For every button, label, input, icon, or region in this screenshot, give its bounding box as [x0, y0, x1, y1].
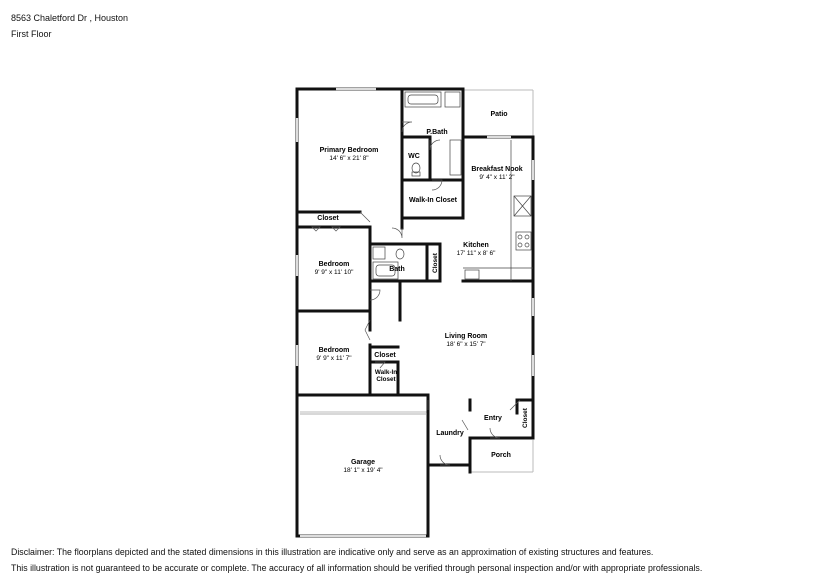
door-swing-icon [462, 420, 468, 430]
room-living-room-dims: 18' 6" x 15' 7" [446, 341, 486, 348]
room-walk-in-closet-1: Walk-In Closet [409, 197, 457, 204]
room-closet-mid: Closet [374, 352, 396, 359]
floor-label: First Floor [11, 29, 52, 39]
room-living-room: Living Room [444, 333, 488, 340]
room-bedroom-2: Bedroom [318, 347, 350, 354]
property-address: 8563 Chaletford Dr , Houston [11, 13, 129, 23]
room-patio: Patio [490, 111, 508, 118]
room-closet-top: Closet [317, 215, 339, 222]
room-closet-entry: Closet [522, 408, 529, 428]
room-closet-bath: Closet [432, 253, 439, 273]
room-porch: Porch [491, 452, 511, 459]
disclaimer-line-2: This illustration is not guaranteed to be accurate or complete. The accuracy of all information should be verified through personal inspection and/or with appropriate professionals. [11, 563, 703, 573]
toilet-icon [396, 249, 404, 259]
room-garage: Garage [350, 459, 376, 466]
room-breakfast-nook-dims: 9' 4" x 11' 2" [479, 174, 515, 181]
door-swing-icon [360, 212, 370, 222]
bathtub-icon [405, 92, 441, 107]
room-wc: WC [408, 153, 420, 160]
room-bedroom-1-dims: 9' 9" x 11' 10" [314, 269, 354, 276]
room-bedroom-2-dims: 9' 9" x 11' 7" [316, 355, 352, 362]
room-laundry: Laundry [436, 430, 464, 437]
room-kitchen-dims: 17' 11" x 8' 6" [456, 250, 496, 257]
room-pbath: P.Bath [426, 129, 448, 136]
toilet-icon [412, 163, 420, 173]
room-garage-dims: 18' 1" x 19' 4" [343, 467, 383, 474]
fixtures [300, 92, 533, 414]
room-bedroom-1: Bedroom [318, 261, 350, 268]
disclaimer-line-1: Disclaimer: The floorplans depicted and the stated dimensions in this illustration are indicative only and serve as an approximation of existing structures and features. [11, 547, 654, 557]
kitchen-sink-icon [465, 270, 479, 279]
room-labels [315, 111, 529, 474]
room-entry: Entry [484, 415, 502, 422]
room-kitchen: Kitchen [463, 242, 489, 249]
sink-icon [445, 92, 460, 107]
sink-icon [373, 247, 385, 259]
room-primary-bedroom: Primary Bedroom [319, 147, 379, 154]
room-walk-in-closet-2: Walk-In [374, 369, 398, 376]
vanity-icon [450, 140, 461, 175]
room-bath: Bath [389, 266, 405, 273]
room-breakfast-nook: Breakfast Nook [471, 166, 523, 173]
room-walk-in-closet-2-line2: Closet [376, 376, 396, 383]
room-primary-bedroom-dims: 14' 6" x 21' 8" [329, 155, 369, 162]
stove-icon [516, 232, 531, 250]
